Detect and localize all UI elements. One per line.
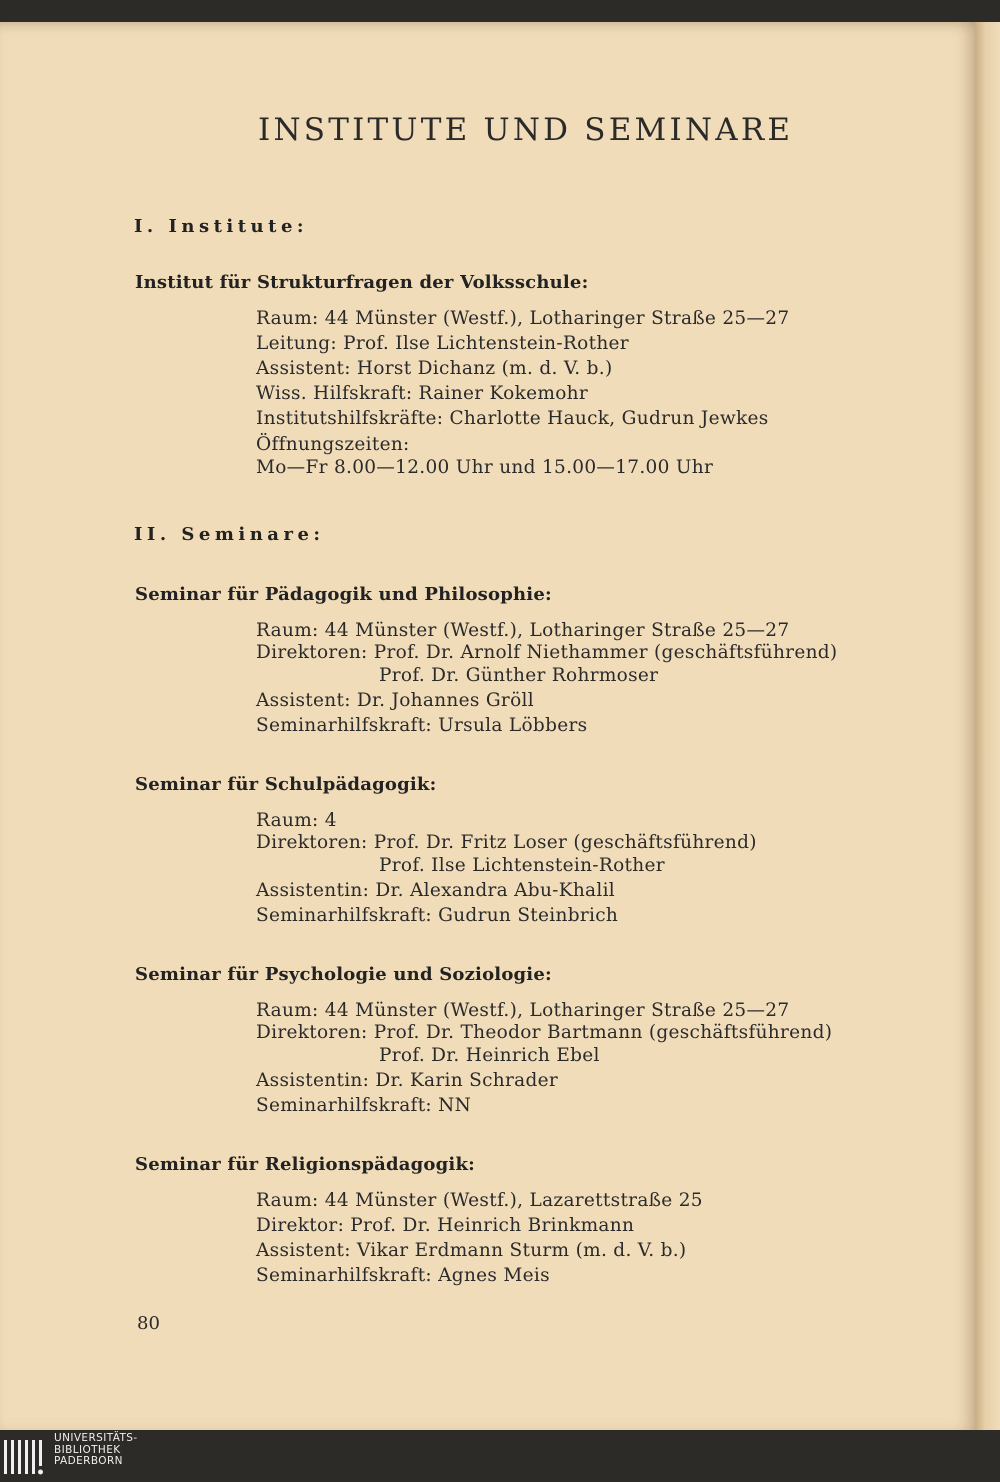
detail-line: Mo—Fr 8.00—12.00 Uhr und 15.00—17.00 Uhr	[256, 457, 714, 478]
detail-line: Raum: 4	[256, 810, 337, 831]
detail-line: Raum: 44 Münster (Westf.), Lotharinger Straße 25—27	[256, 1000, 790, 1021]
library-logo-icon	[4, 1436, 48, 1476]
library-footer	[0, 1430, 1000, 1482]
detail-line: Prof. Ilse Lichtenstein-Rother	[379, 855, 665, 876]
seminar-paedagogik-heading: Seminar für Pädagogik und Philosophie:	[135, 584, 552, 605]
section-heading-institutes: I. Institute:	[134, 216, 309, 237]
detail-line: Direktor: Prof. Dr. Heinrich Brinkmann	[256, 1215, 635, 1236]
detail-line: Direktoren: Prof. Dr. Arnolf Niethammer (geschäftsführend)	[256, 642, 838, 663]
detail-line: Assistent: Horst Dichanz (m. d. V. b.)	[256, 358, 613, 379]
detail-line: Direktoren: Prof. Dr. Theodor Bartmann (geschäftsführend)	[256, 1022, 833, 1043]
page-gutter	[975, 22, 1000, 1430]
seminar-schulpaedagogik-heading: Seminar für Schulpädagogik:	[135, 774, 437, 795]
seminar-psychologie-details	[256, 998, 832, 1118]
detail-line: Seminarhilfskraft: Ursula Löbbers	[256, 715, 588, 736]
logo-line: PADERBORN	[54, 1455, 123, 1467]
detail-line: Seminarhilfskraft: Gudrun Steinbrich	[256, 905, 619, 926]
seminar-schulpaedagogik-details	[256, 808, 757, 928]
detail-line: Assistentin: Dr. Karin Schrader	[256, 1070, 559, 1091]
detail-line: Seminarhilfskraft: Agnes Meis	[256, 1265, 550, 1286]
detail-line: Assistentin: Dr. Alexandra Abu-Khalil	[256, 880, 616, 901]
detail-line: Prof. Dr. Günther Rohrmoser	[379, 665, 659, 686]
detail-line: Öffnungszeiten:	[256, 434, 410, 455]
detail-line: Raum: 44 Münster (Westf.), Lotharinger Straße 25—27	[256, 620, 790, 641]
detail-line: Assistent: Dr. Johannes Gröll	[256, 690, 534, 711]
library-logo-text	[54, 1433, 138, 1468]
detail-line: Prof. Dr. Heinrich Ebel	[379, 1045, 600, 1066]
seminar-religionspaedagogik-heading: Seminar für Religionspädagogik:	[135, 1154, 475, 1175]
seminar-psychologie-heading: Seminar für Psychologie und Soziologie:	[135, 964, 552, 985]
detail-line: Leitung: Prof. Ilse Lichtenstein-Rother	[256, 333, 629, 354]
detail-line: Raum: 44 Münster (Westf.), Lotharinger Straße 25—27	[256, 308, 790, 329]
seminar-paedagogik-details	[256, 618, 837, 738]
section-heading-seminars: II. Seminare:	[134, 524, 325, 545]
logo-line: UNIVERSITÄTS-	[54, 1432, 138, 1444]
institute-heading: Institut für Strukturfragen der Volksschule:	[135, 272, 589, 293]
detail-line: Raum: 44 Münster (Westf.), Lazarettstraße 25	[256, 1190, 703, 1211]
detail-line: Direktoren: Prof. Dr. Fritz Loser (geschäftsführend)	[256, 832, 757, 853]
detail-line: Wiss. Hilfskraft: Rainer Kokemohr	[256, 383, 588, 404]
page-title: INSTITUTE UND SEMINARE	[258, 112, 794, 148]
logo-line: BIBLIOTHEK	[54, 1443, 121, 1456]
detail-line: Seminarhilfskraft: NN	[256, 1095, 472, 1116]
page-number: 80	[137, 1313, 160, 1334]
detail-line: Assistent: Vikar Erdmann Sturm (m. d. V. b.)	[256, 1240, 687, 1261]
detail-line: Institutshilfskräfte: Charlotte Hauck, Gudrun Jewkes	[256, 408, 769, 429]
seminar-religionspaedagogik-details	[256, 1188, 703, 1288]
institute-details	[256, 306, 789, 480]
